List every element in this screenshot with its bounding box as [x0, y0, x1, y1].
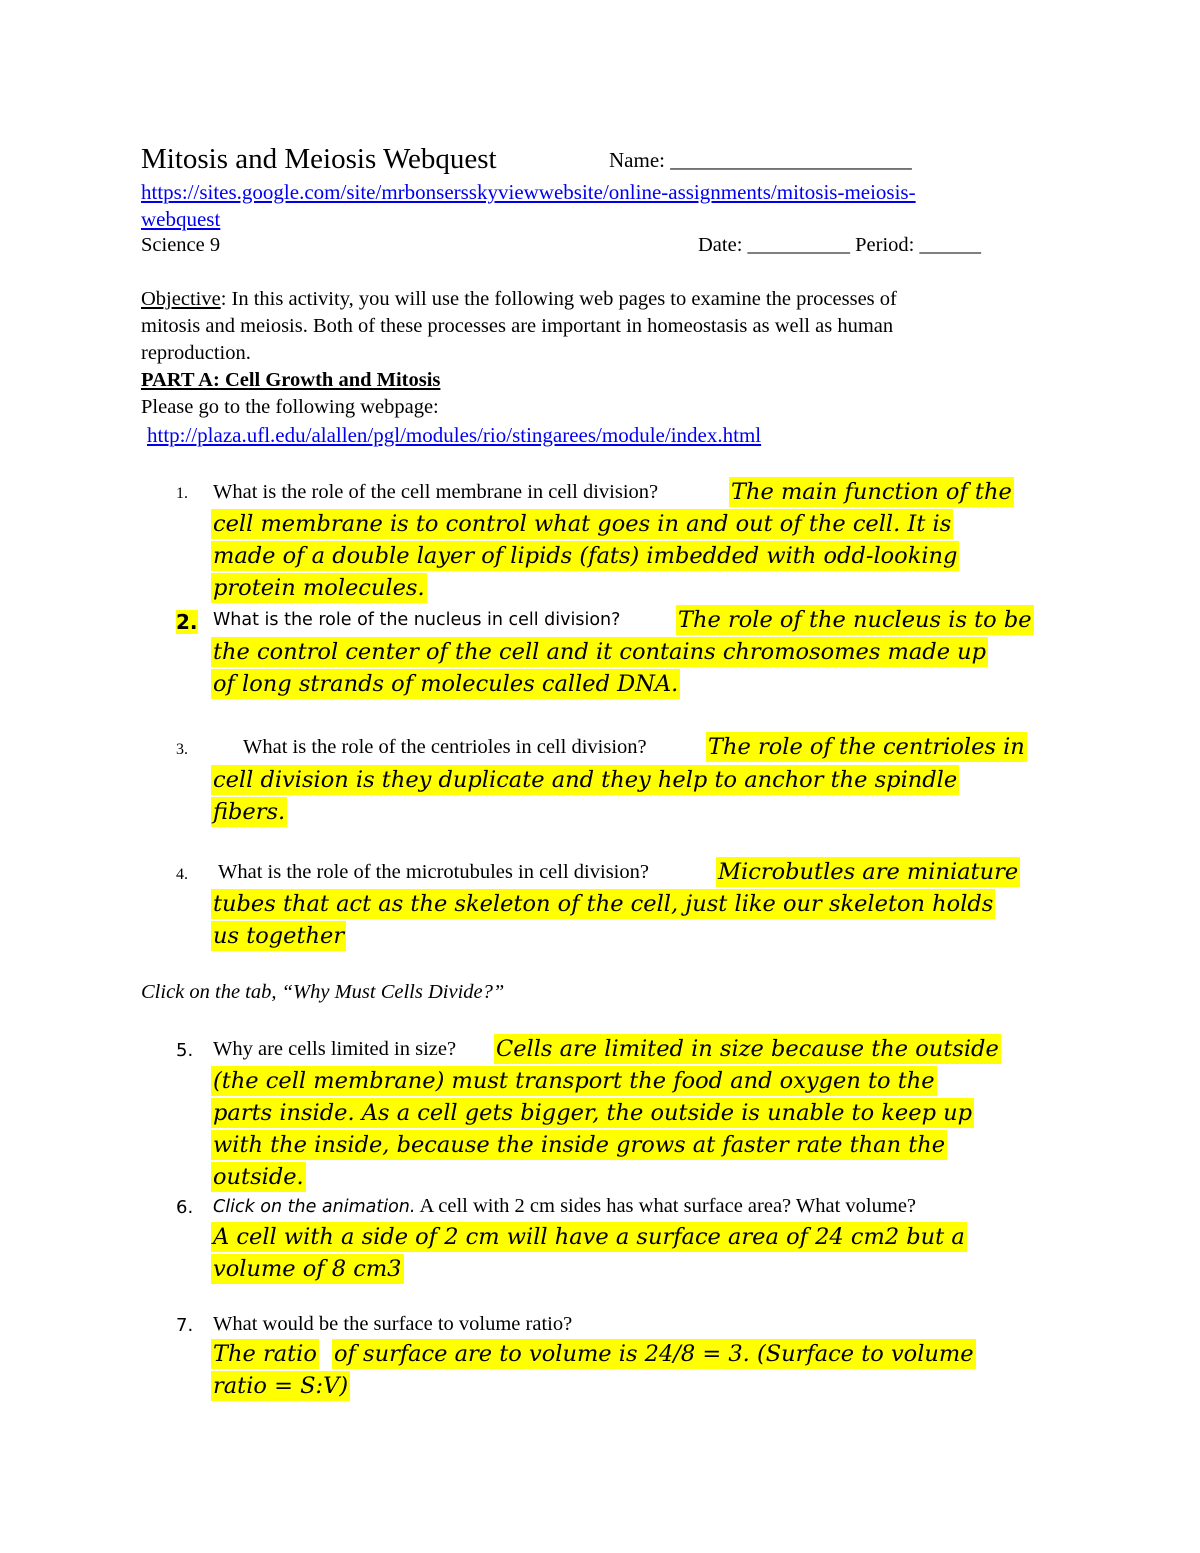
subject-label: Science 9: [141, 234, 221, 256]
question-3-text: What is the role of the centrioles in cell division?: [243, 736, 647, 758]
webquest-link-line1[interactable]: https://sites.google.com/site/mrbonsersskyviewwebsite/online-assignments/mitosis-meiosis-: [141, 180, 916, 204]
objective-label: Objective: [141, 288, 221, 310]
question-number: 6.: [176, 1197, 194, 1218]
question-number: 4.: [176, 866, 188, 883]
answer-2-line2: the control center of the cell and it contains chromosomes made up: [213, 639, 987, 665]
stingarees-module-link[interactable]: http://plaza.ufl.edu/alallen/pgl/modules/rio/stingarees/module/index.html: [147, 423, 762, 447]
question-number: 3.: [176, 741, 188, 758]
question-5-text: Why are cells limited in size?: [213, 1038, 457, 1060]
objective-line2: mitosis and meiosis. Both of these processes are important in homeostasis as well as human: [141, 315, 894, 337]
answer-4-line3: us together: [213, 923, 345, 949]
answer-2-line3: of long strands of molecules called DNA.: [213, 671, 679, 697]
answer-5-line3: parts inside. As a cell gets bigger, the outside is unable to keep up: [213, 1100, 973, 1126]
answer-3-line1: The role of the centrioles in: [708, 734, 1025, 760]
question-number: 7.: [176, 1315, 194, 1336]
question-number: 1.: [176, 485, 188, 502]
question-number: 2.: [176, 610, 198, 634]
answer-5-line1: Cells are limited in size because the outside: [496, 1036, 999, 1062]
part-a-instruction: Please go to the following webpage:: [141, 396, 439, 418]
objective-text1: : In this activity, you will use the following web pages to examine the processes of: [220, 288, 897, 310]
answer-1-line2: cell membrane is to control what goes in and out of the cell. It is: [213, 511, 952, 537]
part-a-heading: PART A: Cell Growth and Mitosis: [141, 369, 441, 391]
objective-line3: reproduction.: [141, 342, 251, 364]
click-tab-instruction: Click on the tab, “Why Must Cells Divide?”: [141, 981, 505, 1003]
answer-5-line2: (the cell membrane) must transport the food and oxygen to the: [213, 1068, 935, 1094]
webquest-link-line2[interactable]: webquest: [141, 207, 221, 231]
answer-7-line1b: of surface are to volume is 24/8 = 3. (Surface to volume: [334, 1341, 974, 1367]
answer-3-line3: fibers.: [213, 799, 286, 825]
date-period-fields[interactable]: Date: __________ Period: ______: [698, 234, 981, 256]
answer-5-line5: outside.: [213, 1164, 304, 1190]
question-2-text: What is the role of the nucleus in cell division?: [213, 610, 621, 630]
question-1-text: What is the role of the cell membrane in cell division?: [213, 481, 659, 503]
answer-7-line2: ratio = S:V): [213, 1373, 349, 1399]
document-title: Mitosis and Meiosis Webquest: [141, 143, 497, 175]
answer-4-line1: Microbutles are miniature: [718, 859, 1019, 885]
answer-3-line2: cell division is they duplicate and they help to anchor the spindle: [213, 767, 958, 793]
objective-line1: [141, 288, 897, 311]
question-number: 5.: [176, 1040, 194, 1061]
question-6-text: [213, 1195, 916, 1218]
answer-2-line1: The role of the nucleus is to be: [678, 607, 1032, 633]
answer-5-line4: with the inside, because the inside grows at faster rate than the: [213, 1132, 946, 1158]
answer-6-line2: volume of 8 cm3: [213, 1256, 402, 1282]
answer-1-line3: made of a double layer of lipids (fats) imbedded with odd-looking: [213, 543, 958, 569]
answer-1-line1: The main function of the: [731, 479, 1012, 505]
question-4-text: What is the role of the microtubules in cell division?: [218, 861, 649, 883]
name-field-label[interactable]: Name: _______________________: [609, 148, 912, 172]
animation-instruction: Click on the animation.: [213, 1197, 416, 1217]
question-6-question: A cell with 2 cm sides has what surface area? What volume?: [415, 1195, 917, 1217]
answer-6-line1: A cell with a side of 2 cm will have a surface area of 24 cm2 but a: [213, 1224, 965, 1250]
answer-7-line1a: The ratio: [213, 1341, 317, 1367]
answer-4-line2: tubes that act as the skeleton of the cell, just like our skeleton holds: [213, 891, 994, 917]
question-7-text: What would be the surface to volume ratio?: [213, 1313, 573, 1335]
answer-1-line4: protein molecules.: [213, 575, 425, 601]
